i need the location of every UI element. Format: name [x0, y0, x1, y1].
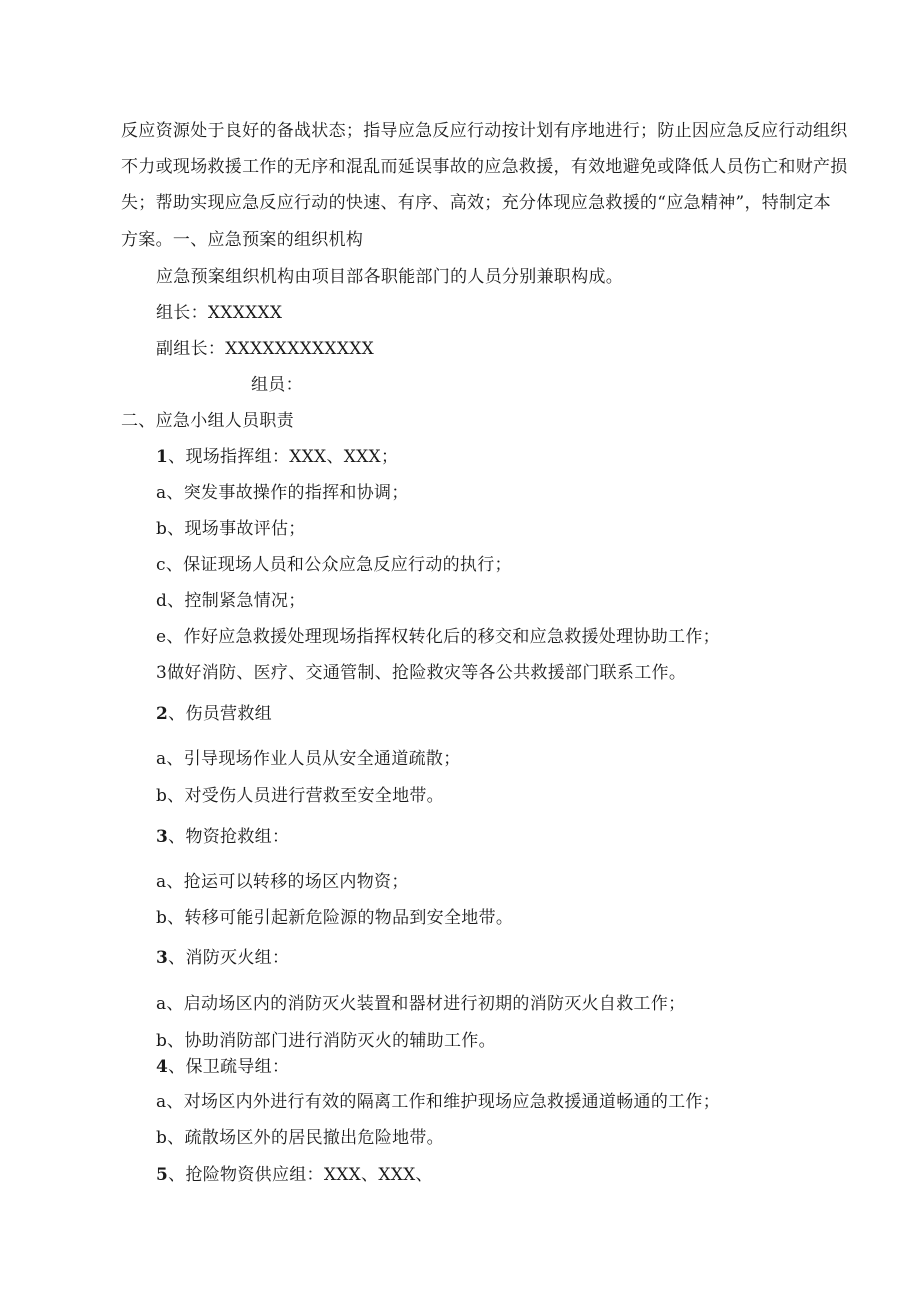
list-item: b、对受伤人员进行营救至安全地带。: [156, 786, 444, 806]
intro-line-2: 不力或现场救援工作的无序和混乱而延误事故的应急救援，有效地避免或降低人员伤亡和财产损: [121, 157, 848, 177]
org-leader: 组长：XXXXXX: [156, 303, 283, 323]
list-item: e、作好应急救援处理现场指挥权转化后的移交和应急救援处理协助工作；: [156, 627, 720, 647]
group-number: 1: [156, 447, 169, 467]
list-item: a、抢运可以转移的场区内物资；: [156, 872, 409, 892]
list-item: b、转移可能引起新危险源的物品到安全地带。: [156, 908, 514, 928]
list-item: c、保证现场人员和公众应急反应行动的执行；: [156, 555, 512, 575]
org-description: 应急预案组织机构由项目部各职能部门的人员分别兼职构成。: [156, 267, 624, 287]
group-number: 4: [156, 1057, 169, 1077]
section-heading: 二、应急小组人员职责: [121, 411, 294, 431]
group-title: 、伤员营救组: [168, 704, 272, 724]
org-members: 组员：: [251, 375, 303, 395]
list-item: b、现场事故评估；: [156, 519, 306, 539]
list-item: a、启动场区内的消防灭火装置和器材进行初期的消防灭火自救工作；: [156, 994, 686, 1014]
group-heading: [156, 445, 398, 469]
group-title: 、抢险物资供应组：XXX、XXX、: [168, 1165, 433, 1185]
list-item: b、协助消防部门进行消防灭火的辅助工作。: [156, 1031, 496, 1051]
group-title: 、消防灭火组：: [168, 948, 290, 968]
list-item: d、控制紧急情况；: [156, 591, 306, 611]
group-title: 、保卫疏导组：: [168, 1057, 290, 1077]
list-item: b、疏散场区外的居民撤出危险地带。: [156, 1128, 444, 1148]
org-deputy-leader: 副组长：XXXXXXXXXXXX: [156, 339, 375, 359]
group-number: 5: [156, 1165, 169, 1185]
group-heading: [156, 825, 289, 849]
list-item: a、引导现场作业人员从安全通道疏散；: [156, 749, 461, 769]
list-item: a、对场区内外进行有效的隔离工作和维护现场应急救援通道畅通的工作；: [156, 1092, 721, 1112]
intro-line-4: 方案。一、应急预案的组织机构: [121, 230, 364, 250]
list-item: a、突发事故操作的指挥和协调；: [156, 483, 409, 503]
group-heading: [156, 1163, 433, 1187]
group-heading: [156, 946, 289, 970]
group-number: 3: [156, 827, 169, 847]
group-heading: [156, 1055, 289, 1079]
group-title: 、现场指挥组：XXX、XXX；: [168, 447, 399, 467]
group-number: 2: [156, 704, 169, 724]
list-item: 3做好消防、医疗、交通管制、抢险救灾等各公共救援部门联系工作。: [156, 663, 687, 683]
group-number: 3: [156, 948, 169, 968]
group-heading: [156, 702, 272, 726]
intro-line-1: 反应资源处于良好的备战状态；指导应急反应行动按计划有序地进行；防止因应急反应行动组织: [121, 121, 848, 141]
group-title: 、物资抢救组：: [168, 827, 290, 847]
intro-line-3: 失；帮助实现应急反应行动的快速、有序、高效；充分体现应急救援的“应急精神”，特制定本: [121, 193, 831, 213]
